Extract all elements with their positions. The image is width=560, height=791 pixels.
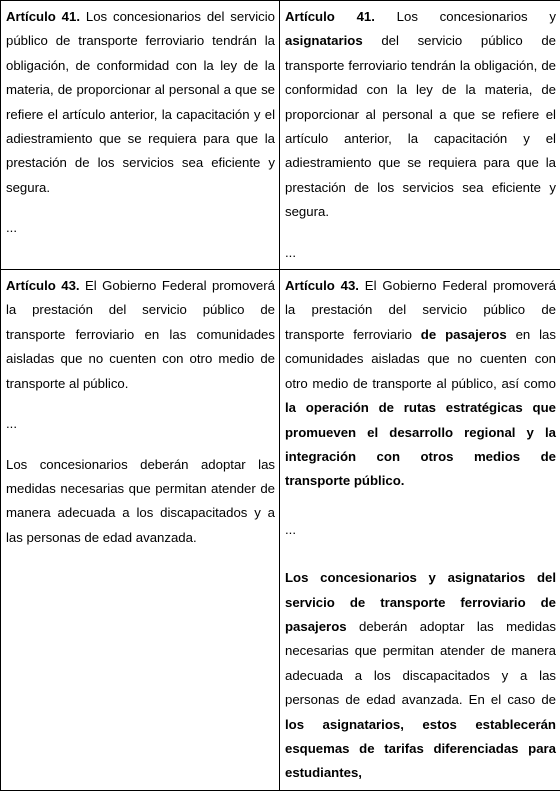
paragraph — [6, 453, 275, 551]
table-row-articulo-41 — [1, 1, 560, 270]
text-run: en las comunidades aisladas que no cuenten con otro medio de transporte al público, así como — [285, 327, 556, 391]
text-run-bold: la operación de rutas estratégicas que promueven el desarrollo regional y la integración con otros medios de transporte público. — [285, 400, 556, 488]
article-heading: Artículo 43. — [285, 278, 359, 293]
ellipsis: ... — [285, 241, 556, 265]
cell-proposed-text — [280, 270, 560, 791]
article-heading: Artículo 43. — [6, 278, 80, 293]
text-run: Los concesionarios y — [375, 9, 556, 24]
text-run-bold: los asignatarios, estos establecerán esquemas de tarifas diferenciadas para estudiantes, — [285, 717, 556, 781]
paragraph — [285, 5, 556, 225]
ellipsis: ... — [6, 412, 275, 436]
text-run: El Gobierno Federal promoverá la prestación del servicio público de transporte ferroviario en las comunidades aisladas que no cuenten con otro medio de transporte al público. — [6, 278, 275, 391]
ellipsis: ... — [6, 216, 275, 240]
cell-current-text — [1, 270, 280, 791]
ellipsis: ... — [285, 518, 556, 542]
cell-current-text — [1, 1, 280, 270]
text-run: deberán adoptar las medidas necesarias que permitan atender de manera adecuada a los discapacitados y a las personas de edad avanzada. En el caso de — [285, 619, 556, 707]
text-run-bold: Los concesionarios y asignatarios del servicio de transporte ferroviario de pasajeros — [285, 570, 556, 634]
cell-proposed-text — [280, 1, 560, 270]
article-heading: Artículo 41. — [6, 9, 80, 24]
text-run: El Gobierno Federal promoverá la prestación del servicio público de transporte ferroviario — [285, 278, 556, 342]
paragraph — [6, 5, 275, 200]
paragraph — [285, 566, 556, 786]
table-row-articulo-43 — [1, 270, 560, 791]
text-run: Los concesionarios del servicio público de transporte ferroviario tendrán la obligación, de conformidad con la ley de la materia, de proporcionar al personal a que se refiere el artículo anterior, la capacitación y el adiestramiento que se requiera para que la prestación de los servicios sea eficiente y segura. — [6, 9, 275, 195]
paragraph — [285, 274, 556, 494]
text-run: Los concesionarios deberán adoptar las medidas necesarias que permitan atender de manera adecuada a los discapacitados y a las personas de edad avanzada. — [6, 457, 275, 545]
text-run-bold: asignatarios — [285, 33, 363, 48]
text-run-bold: de pasajeros — [421, 327, 507, 342]
text-run: del servicio público de transporte ferroviario tendrán la obligación, de conformidad con la ley de la materia, de proporcionar al personal a que se refiere el artículo anterior, la capacitación y el adiestramiento que se requiera para que la prestación de los servicios sea eficiente y segura. — [285, 33, 556, 219]
article-heading: Artículo 41. — [285, 9, 375, 24]
paragraph — [6, 274, 275, 396]
